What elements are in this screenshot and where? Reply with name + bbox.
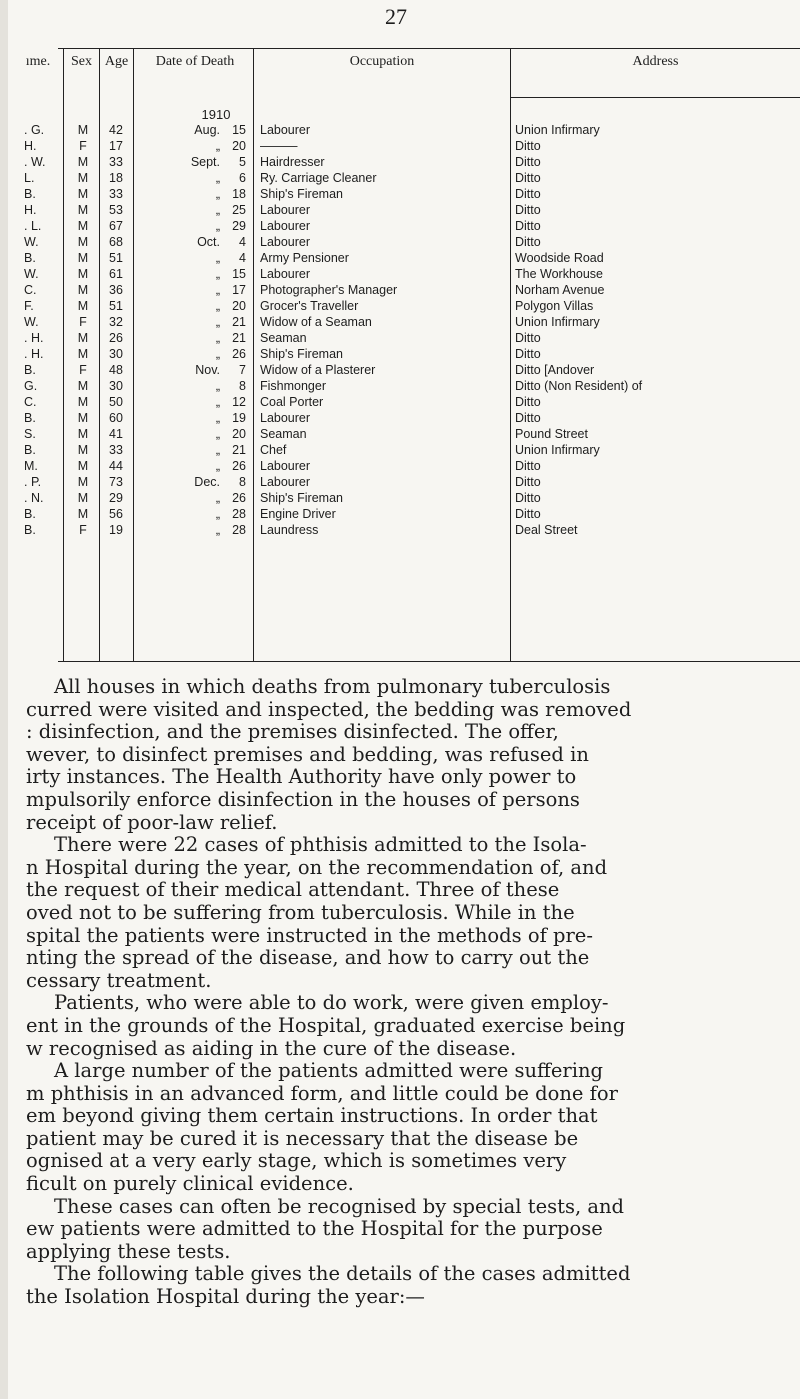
table-row bbox=[0, 282, 800, 298]
sex-cell: M bbox=[77, 155, 89, 169]
day-cell: 18 bbox=[232, 187, 246, 201]
occupation-cell: Photographer's Manager bbox=[260, 283, 398, 297]
name-cell: C. bbox=[24, 283, 37, 297]
sex-cell: M bbox=[77, 395, 89, 409]
sex-cell: M bbox=[77, 283, 89, 297]
age-cell: 51 bbox=[109, 299, 123, 313]
name-cell: F. bbox=[24, 299, 34, 313]
header-age: Age bbox=[104, 54, 129, 69]
address-cell: Woodside Road bbox=[515, 251, 604, 265]
day-cell: 12 bbox=[232, 395, 246, 409]
name-cell: B. bbox=[24, 523, 36, 537]
name-cell: . G. bbox=[24, 123, 45, 137]
text-line: ficult on purely clinical evidence. bbox=[26, 1172, 354, 1196]
sex-cell: F bbox=[79, 523, 87, 537]
occupation-cell: Labourer bbox=[260, 411, 311, 425]
day-cell: 26 bbox=[232, 459, 246, 473]
occupation-cell: Ship's Fireman bbox=[260, 347, 343, 361]
occupation-cell: ——— bbox=[260, 139, 298, 153]
address-cell: Deal Street bbox=[515, 523, 578, 537]
text-line: ognised at a very early stage, which is sometimes very bbox=[26, 1149, 567, 1173]
address-cell: Ditto bbox=[515, 507, 541, 521]
month-cell: „ bbox=[215, 267, 220, 281]
day-cell: 20 bbox=[232, 427, 246, 441]
age-cell: 33 bbox=[109, 187, 123, 201]
text-line: nting the spread of the disease, and how to carry out the bbox=[26, 946, 590, 970]
month-cell: Sept. bbox=[190, 155, 220, 169]
occupation-cell: Fishmonger bbox=[260, 379, 326, 393]
age-cell: 53 bbox=[109, 203, 123, 217]
age-cell: 26 bbox=[109, 331, 123, 345]
age-cell: 33 bbox=[109, 155, 123, 169]
name-cell: B. bbox=[24, 363, 36, 377]
table-row bbox=[0, 138, 800, 154]
age-cell: 19 bbox=[109, 523, 123, 537]
age-cell: 48 bbox=[109, 363, 123, 377]
text-line: There were 22 cases of phthisis admitted to the Isola- bbox=[54, 833, 587, 857]
day-cell: 26 bbox=[232, 347, 246, 361]
text-line: oved not to be suffering from tuberculosis. While in the bbox=[26, 900, 575, 924]
name-cell: B. bbox=[24, 187, 36, 201]
table-row bbox=[0, 474, 800, 490]
table-row bbox=[0, 330, 800, 346]
sex-cell: F bbox=[79, 139, 87, 153]
name-cell: W. bbox=[24, 315, 39, 329]
sex-cell: M bbox=[77, 203, 89, 217]
day-cell: 21 bbox=[232, 443, 246, 457]
name-cell: W. bbox=[24, 267, 39, 281]
day-cell: 28 bbox=[232, 523, 246, 537]
month-cell: „ bbox=[215, 443, 220, 457]
occupation-cell: Labourer bbox=[260, 475, 311, 489]
address-cell: Ditto bbox=[515, 235, 541, 249]
day-cell: 8 bbox=[239, 379, 246, 393]
sex-cell: M bbox=[77, 507, 89, 521]
day-cell: 29 bbox=[232, 219, 246, 233]
text-line: m phthisis in an advanced form, and little could be done for bbox=[26, 1081, 618, 1105]
sex-cell: M bbox=[77, 235, 89, 249]
table-row bbox=[0, 442, 800, 458]
text-line: curred were visited and inspected, the bedding was removed bbox=[26, 697, 632, 721]
occupation-cell: Grocer's Traveller bbox=[260, 299, 359, 313]
table-row bbox=[0, 410, 800, 426]
age-cell: 41 bbox=[109, 427, 123, 441]
address-cell: Ditto bbox=[515, 491, 541, 505]
text-line: applying these tests. bbox=[26, 1239, 231, 1263]
sex-cell: M bbox=[77, 331, 89, 345]
sex-cell: M bbox=[77, 475, 89, 489]
name-cell: . H. bbox=[24, 347, 44, 361]
table-top-rule bbox=[58, 48, 800, 49]
table-row bbox=[0, 394, 800, 410]
text-line: The following table gives the details of the cases admitted bbox=[54, 1262, 631, 1286]
age-cell: 44 bbox=[109, 459, 123, 473]
text-line: cessary treatment. bbox=[26, 968, 212, 992]
occupation-cell: Hairdresser bbox=[260, 155, 325, 169]
text-line: the Isolation Hospital during the year:— bbox=[26, 1285, 425, 1309]
text-line: A large number of the patients admitted were suffering bbox=[54, 1059, 604, 1083]
age-cell: 30 bbox=[109, 379, 123, 393]
occupation-cell: Ry. Carriage Cleaner bbox=[260, 171, 377, 185]
table-body bbox=[0, 122, 800, 538]
occupation-cell: Laundress bbox=[260, 523, 319, 537]
address-cell: Ditto bbox=[515, 187, 541, 201]
table-row bbox=[0, 234, 800, 250]
month-cell: „ bbox=[215, 203, 220, 217]
text-line: receipt of poor-law relief. bbox=[26, 810, 278, 834]
day-cell: 20 bbox=[232, 299, 246, 313]
month-cell: „ bbox=[215, 507, 220, 521]
age-cell: 33 bbox=[109, 443, 123, 457]
month-cell: „ bbox=[215, 299, 220, 313]
day-cell: 6 bbox=[239, 171, 246, 185]
day-cell: 7 bbox=[239, 363, 246, 377]
text-line: em beyond giving them certain instructions. In order that bbox=[26, 1104, 598, 1128]
table-row bbox=[0, 506, 800, 522]
name-cell: B. bbox=[24, 251, 36, 265]
occupation-cell: Chef bbox=[260, 443, 287, 457]
sex-cell: M bbox=[77, 459, 89, 473]
day-cell: 25 bbox=[232, 203, 246, 217]
table-row bbox=[0, 522, 800, 538]
age-cell: 18 bbox=[109, 171, 123, 185]
age-cell: 61 bbox=[109, 267, 123, 281]
day-cell: 21 bbox=[232, 315, 246, 329]
sex-cell: F bbox=[79, 363, 87, 377]
age-cell: 42 bbox=[109, 123, 123, 137]
table-row bbox=[0, 218, 800, 234]
address-cell: Ditto [Andover bbox=[515, 363, 595, 377]
age-cell: 60 bbox=[109, 411, 123, 425]
day-cell: 26 bbox=[232, 491, 246, 505]
body-text bbox=[26, 676, 796, 1309]
day-cell: 5 bbox=[239, 155, 246, 169]
sex-cell: M bbox=[77, 123, 89, 137]
header-address: Address bbox=[632, 54, 679, 69]
table-row bbox=[0, 122, 800, 138]
name-cell: B. bbox=[24, 443, 36, 457]
text-line: irty instances. The Health Authority have only power to bbox=[26, 765, 577, 789]
month-cell: „ bbox=[215, 283, 220, 297]
text-line: : disinfection, and the premises disinfected. The offer, bbox=[26, 720, 559, 744]
address-cell: Ditto bbox=[515, 219, 541, 233]
day-cell: 19 bbox=[232, 411, 246, 425]
name-cell: . P. bbox=[24, 475, 42, 489]
address-cell: Pound Street bbox=[515, 427, 588, 441]
address-cell: Polygon Villas bbox=[515, 299, 594, 313]
table-row bbox=[0, 458, 800, 474]
month-cell: „ bbox=[215, 379, 220, 393]
day-cell: 15 bbox=[232, 267, 246, 281]
name-cell: . W. bbox=[24, 155, 46, 169]
address-cell: Norham Avenue bbox=[515, 283, 605, 297]
table-row bbox=[0, 154, 800, 170]
sex-cell: M bbox=[77, 427, 89, 441]
occupation-cell: Ship's Fireman bbox=[260, 187, 343, 201]
age-cell: 73 bbox=[109, 475, 123, 489]
address-cell: Ditto (Non Resident) of bbox=[515, 379, 643, 393]
occupation-cell: Ship's Fireman bbox=[260, 491, 343, 505]
name-cell: B. bbox=[24, 411, 36, 425]
table-row bbox=[0, 426, 800, 442]
month-cell: „ bbox=[215, 459, 220, 473]
text-line: the request of their medical attendant. Three of these bbox=[26, 878, 560, 902]
sex-cell: M bbox=[77, 171, 89, 185]
header-name: ıme. bbox=[25, 54, 51, 69]
address-cell: Ditto bbox=[515, 155, 541, 169]
address-cell: Union Infirmary bbox=[515, 315, 600, 329]
age-cell: 68 bbox=[109, 235, 123, 249]
text-line: mpulsorily enforce disinfection in the houses of persons bbox=[26, 787, 580, 811]
text-line: ew patients were admitted to the Hospital for the purpose bbox=[26, 1217, 603, 1241]
text-line: spital the patients were instructed in the methods of pre- bbox=[26, 923, 593, 947]
sex-cell: M bbox=[77, 443, 89, 457]
occupation-cell: Widow of a Seaman bbox=[260, 315, 372, 329]
table-row bbox=[0, 202, 800, 218]
table-row bbox=[0, 186, 800, 202]
name-cell: S. bbox=[24, 427, 36, 441]
address-header-rule bbox=[510, 97, 800, 98]
age-cell: 56 bbox=[109, 507, 123, 521]
age-cell: 29 bbox=[109, 491, 123, 505]
name-cell: G. bbox=[24, 379, 38, 393]
name-cell: L. bbox=[24, 171, 35, 185]
header-sex: Sex bbox=[71, 54, 92, 69]
age-cell: 17 bbox=[109, 139, 123, 153]
age-cell: 51 bbox=[109, 251, 123, 265]
table-row bbox=[0, 298, 800, 314]
day-cell: 4 bbox=[239, 251, 246, 265]
month-cell: Aug. bbox=[194, 123, 220, 137]
sex-cell: M bbox=[77, 187, 89, 201]
month-cell: „ bbox=[215, 411, 220, 425]
table-bottom-rule bbox=[58, 661, 800, 662]
occupation-cell: Coal Porter bbox=[260, 395, 324, 409]
table-row bbox=[0, 490, 800, 506]
age-cell: 32 bbox=[109, 315, 123, 329]
day-cell: 21 bbox=[232, 331, 246, 345]
text-line: ent in the grounds of the Hospital, graduated exercise being bbox=[26, 1013, 626, 1037]
text-line: All houses in which deaths from pulmonary tuberculosis bbox=[54, 675, 611, 698]
age-cell: 36 bbox=[109, 283, 123, 297]
sex-cell: M bbox=[77, 251, 89, 265]
month-cell: „ bbox=[215, 523, 220, 537]
sex-cell: M bbox=[77, 491, 89, 505]
address-cell: Union Infirmary bbox=[515, 123, 600, 137]
day-cell: 15 bbox=[232, 123, 246, 137]
age-cell: 67 bbox=[109, 219, 123, 233]
occupation-cell: Labourer bbox=[260, 235, 311, 249]
sex-cell: M bbox=[77, 379, 89, 393]
occupation-cell: Army Pensioner bbox=[260, 251, 349, 265]
month-cell: Dec. bbox=[194, 475, 220, 489]
table-row bbox=[0, 378, 800, 394]
page-number: 27 bbox=[385, 4, 407, 29]
address-cell: Ditto bbox=[515, 139, 541, 153]
address-cell: The Workhouse bbox=[515, 267, 604, 281]
text-line: n Hospital during the year, on the recommendation of, and bbox=[26, 855, 608, 879]
name-cell: . L. bbox=[24, 219, 42, 233]
address-cell: Ditto bbox=[515, 411, 541, 425]
age-cell: 50 bbox=[109, 395, 123, 409]
address-cell: Ditto bbox=[515, 171, 541, 185]
name-cell: M. bbox=[24, 459, 38, 473]
sex-cell: M bbox=[77, 411, 89, 425]
sex-cell: M bbox=[77, 299, 89, 313]
table-row bbox=[0, 250, 800, 266]
text-line: Patients, who were able to do work, were given employ- bbox=[54, 991, 609, 1015]
name-cell: B. bbox=[24, 507, 36, 521]
month-cell: Oct. bbox=[197, 235, 220, 249]
month-cell: „ bbox=[215, 395, 220, 409]
sex-cell: M bbox=[77, 267, 89, 281]
name-cell: . N. bbox=[24, 491, 44, 505]
month-cell: „ bbox=[215, 219, 220, 233]
address-cell: Ditto bbox=[515, 459, 541, 473]
text-line: patient may be cured it is necessary that the disease be bbox=[26, 1126, 579, 1150]
name-cell: H. bbox=[24, 203, 37, 217]
name-cell: H. bbox=[24, 139, 37, 153]
day-cell: 4 bbox=[239, 235, 246, 249]
year-label: 1910 bbox=[201, 107, 231, 122]
month-cell: „ bbox=[215, 491, 220, 505]
name-cell: W. bbox=[24, 235, 39, 249]
month-cell: „ bbox=[215, 171, 220, 185]
address-cell: Ditto bbox=[515, 395, 541, 409]
day-cell: 28 bbox=[232, 507, 246, 521]
table-row bbox=[0, 362, 800, 378]
occupation-cell: Widow of a Plasterer bbox=[260, 363, 376, 377]
month-cell: Nov. bbox=[195, 363, 220, 377]
header-occupation: Occupation bbox=[349, 54, 415, 69]
day-cell: 8 bbox=[239, 475, 246, 489]
age-cell: 30 bbox=[109, 347, 123, 361]
occupation-cell: Labourer bbox=[260, 267, 311, 281]
month-cell: „ bbox=[215, 139, 220, 153]
name-cell: C. bbox=[24, 395, 37, 409]
sex-cell: F bbox=[79, 315, 87, 329]
occupation-cell: Seaman bbox=[260, 427, 307, 441]
sex-cell: M bbox=[77, 347, 89, 361]
occupation-cell: Labourer bbox=[260, 123, 311, 137]
address-cell: Ditto bbox=[515, 331, 541, 345]
table-row bbox=[0, 266, 800, 282]
month-cell: „ bbox=[215, 331, 220, 345]
occupation-cell: Engine Driver bbox=[260, 507, 336, 521]
sex-cell: M bbox=[77, 219, 89, 233]
text-line: w recognised as aiding in the cure of the disease. bbox=[26, 1036, 517, 1060]
text-line: wever, to disinfect premises and bedding, was refused in bbox=[26, 742, 589, 766]
address-cell: Ditto bbox=[515, 203, 541, 217]
address-cell: Union Infirmary bbox=[515, 443, 600, 457]
month-cell: „ bbox=[215, 315, 220, 329]
month-cell: „ bbox=[215, 251, 220, 265]
month-cell: „ bbox=[215, 187, 220, 201]
table-row bbox=[0, 170, 800, 186]
address-cell: Ditto bbox=[515, 347, 541, 361]
occupation-cell: Labourer bbox=[260, 459, 311, 473]
occupation-cell: Labourer bbox=[260, 219, 311, 233]
text-line: These cases can often be recognised by special tests, and bbox=[54, 1194, 625, 1218]
occupation-cell: Seaman bbox=[260, 331, 307, 345]
table-row bbox=[0, 314, 800, 330]
name-cell: . H. bbox=[24, 331, 44, 345]
occupation-cell: Labourer bbox=[260, 203, 311, 217]
day-cell: 20 bbox=[232, 139, 246, 153]
day-cell: 17 bbox=[232, 283, 246, 297]
address-cell: Ditto bbox=[515, 475, 541, 489]
month-cell: „ bbox=[215, 427, 220, 441]
header-date-of-death: Date of Death bbox=[155, 54, 235, 69]
month-cell: „ bbox=[215, 347, 220, 361]
table-row bbox=[0, 346, 800, 362]
